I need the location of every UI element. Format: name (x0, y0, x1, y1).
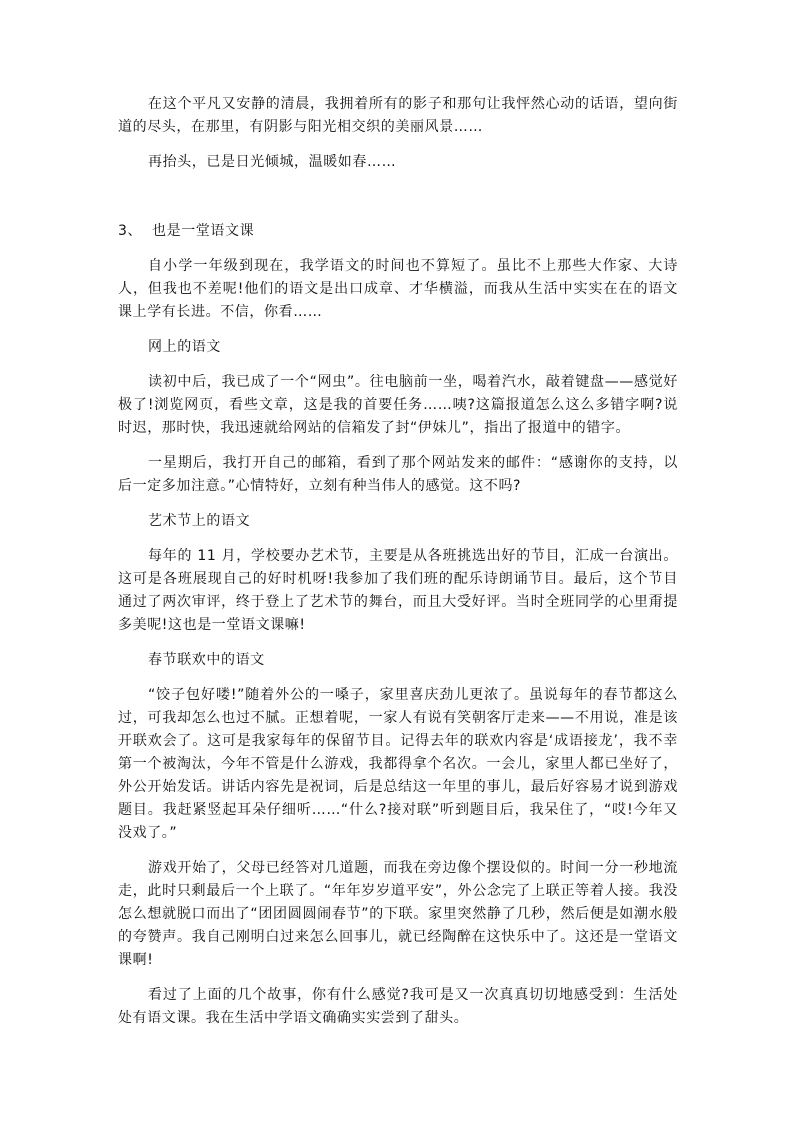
paragraph-morning: 在这个平凡又安静的清晨，我拥着所有的影子和那句让我怦然心动的话语，望向街道的尽头，在那里，有阴影与阳光相交织的美丽风景…… (118, 96, 678, 135)
paragraph-art-festival: 每年的 11 月，学校要办艺术节，主要是从各班挑选出好的节目，汇成一台演出。这可是各班展现自己的好时机呀!我参加了我们班的配乐诗朗诵节目。最后，这个节目通过了两次审评，终于登上了艺术节的舞台，而且大受好评。当时全班同学的心里甭提多美呢!这也是一堂语文课嘛! (118, 548, 678, 633)
paragraph-online-1: 读初中后，我已成了一个“网虫”。往电脑前一坐，喝着汽水，敲着键盘——感觉好极了!浏览网页，看些文章，这是我的首要任务……咦?这篇报道怎么这么多错字啊?说时迟，那时快，我迅速就给网站的信箱发了封“伊妹儿”，指出了报道中的错字。 (118, 374, 678, 436)
paragraph-conclusion: 看过了上面的几个故事，你有什么感觉?我可是又一次真真切切地感受到：生活处处有语文课。我在生活中学语文确确实实尝到了甜头。 (118, 987, 678, 1026)
paragraph-spring-1: “饺子包好喽!”随着外公的一嗓子，家里喜庆劲儿更浓了。虽说每年的春节都这么过，可我却怎么也过不腻。正想着呢，一家人有说有笑朝客厅走来——不用说，准是该开联欢会了。这可是我家每年的保留节目。记得去年的联欢内容是‘成语接龙’，我不幸第一个被淘汰，今年不管是什么游戏，我都得拿个名次。一会儿，家里人都已坐好了，外公开始发话。讲话内容先是祝词，后是总结这一年里的事儿，最后好容易才说到游戏题目。我赶紧竖起耳朵仔细听……“什么?接对联”听到题目后，我呆住了，“哎!今年又没戏了。” (118, 687, 678, 841)
paragraph-online-2: 一星期后，我打开自己的邮箱，看到了那个网站发来的邮件：“感谢你的支持，以后一定多加注意。”心情特好，立刻有种当伟人的感觉。这不吗? (118, 455, 678, 494)
subheading-online: 网上的语文 (148, 339, 221, 355)
subheading-spring-festival: 春节联欢中的语文 (148, 652, 265, 668)
section-number: 3、 (118, 223, 143, 239)
document-page (118, 93, 678, 1030)
paragraph-look-up: 再抬头，已是日光倾城，温暖如春…… (148, 154, 397, 170)
section-heading (118, 220, 678, 243)
subheading-art-festival: 艺术节上的语文 (148, 513, 251, 529)
paragraph-intro: 自小学一年级到现在，我学语文的时间也不算短了。虽比不上那些大作家、大诗人，但我也不差呢!他们的语文是出口成章、才华横溢，而我从生活中实实在在的语文课上学有长进。不信，你看…… (118, 258, 678, 320)
section-title: 也是一堂语文课 (152, 223, 255, 239)
paragraph-spring-2: 游戏开始了，父母已经答对几道题，而我在旁边像个摆设似的。时间一分一秒地流走，此时只剩最后一个上联了。“年年岁岁道平安”，外公念完了上联正等着人接。我没怎么想就脱口而出了“团团圆圆闹春节”的下联。家里突然静了几秒，然后便是如潮水般的夸赞声。我自己刚明白过来怎么回事儿，就已经陶醉在这快乐中了。这还是一堂语文课啊! (118, 860, 678, 968)
